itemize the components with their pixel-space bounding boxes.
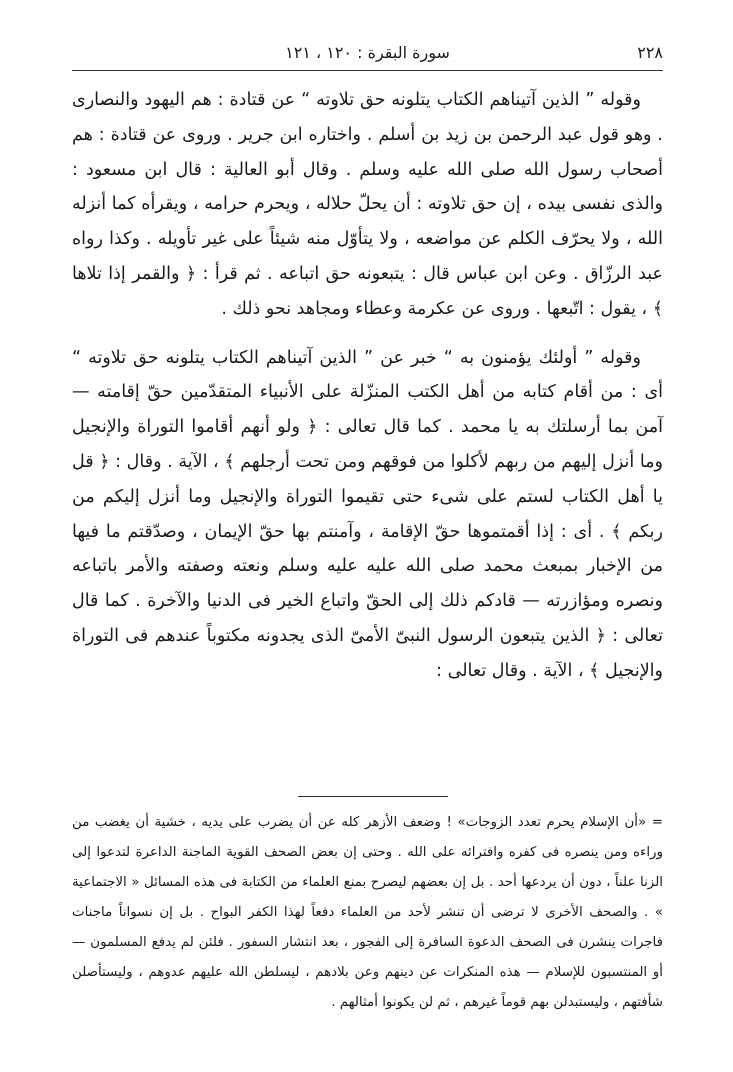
page-number: ٢٢٨ <box>637 43 663 62</box>
footnote-text: = «أن الإسلام يحرم تعدد الزوجات» ! وضعف الأزهر كله عن أن يضرب على يديه ، خشية أن يغضب من وراءه ومن ينصره فى كفره وافترائه على الله . وحتى إن بعض الصحف القوية الماجنة الداعرة لتدعوا إلى الزنا علناً ، دون أن يردعها أحد . بل إن بعضهم ليصرح بمنع العلماء من الكتابة فى هذه المسائل « الاجتماعية » . والصحف الأخرى لا ترضى أن تنشر لأحد من العلماء دفعاً لهذا الكفر البواح . بل إن نسواناً ماجنات فاجرات ينشرن فى الصحف الدعوة السافرة إلى الفجور ، بعد انتشار السفور . فلئن لم يدفع المسلمون — أو المنتسبون للإسلام — هذه المنكرات عن دينهم وعن بلادهم ، ليسلطن الله عليهم عدوهم ، وليستأصلن شأفتهم ، وليستبدلن بهم قوماً غيرهم ، ثم لن يكونوا أمثالهم . <box>72 815 663 1010</box>
running-title: سورة البقرة : ١٢٠ ، ١٢١ <box>285 43 450 62</box>
header-rule <box>72 70 663 71</box>
main-text <box>72 83 663 689</box>
footnote-separator <box>298 796 448 797</box>
page-header <box>72 38 663 68</box>
paragraph-1: وقوله ” الذين آتيناهم الكتاب يتلونه حق تلاوته “ عن قتادة : هم اليهود والنصارى . وهو قول عبد الرحمن بن زيد بن أسلم . واختاره ابن جرير . وروى عن قتادة : هم أصحاب رسول الله صلى الله عليه وسلم . وقال أبو العالية : قال ابن مسعود : والذى نفسى بيده ، إن حق تلاوته : أن يحلّ حلاله ، ويحرم حرامه ، ويقرأه كما أنزله الله ، ولا يحرّف الكلم عن مواضعه ، ولا يتأوّل منه شيئاً على غير تأويله . وكذا رواه عبد الرزّاق . وعن ابن عباس قال : يتبعونه حق اتباعه . ثم قرأ : ﴿ والقمر إذا تلاها ﴾ ، يقول : اتّبعها . وروى عن عكرمة وعطاء ومجاهد نحو ذلك . <box>72 90 663 319</box>
paragraph-2: وقوله ” أولئك يؤمنون به “ خبر عن ” الذين آتيناهم الكتاب يتلونه حق تلاوته “ أى : من أقام كتابه من أهل الكتب المنزّلة على الأنبياء المتقدّمين حقّ إقامته — آمن بما أرسلتك به يا محمد . كما قال تعالى : ﴿ ولو أنهم أقاموا التوراة والإنجيل وما أنزل إليهم من ربهم لأكلوا من فوقهم ومن تحت أرجلهم ﴾ ، الآية . وقال : ﴿ قل يا أهل الكتاب لستم على شىء حتى تقيموا التوراة والإنجيل وما أنزل إليكم من ربكم ﴾ . أى : إذا أقمتموها حقّ الإقامة ، وآمنتم بها حقّ الإيمان ، وصدّقتم ما فيها من الإخبار بمبعث محمد صلى الله عليه عليه وسلم ونعته وصفته والأمر باتباعه ونصره ومؤازرته — قادكم ذلك إلى الحقّ واتباع الخير فى الدنيا والآخرة . كما قال تعالى : ﴿ الذين يتبعون الرسول النبىّ الأمىّ الذى يجدونه مكتوباً عندهم فى التوراة والإنجيل ﴾ ، الآية . وقال تعالى : <box>72 347 663 681</box>
